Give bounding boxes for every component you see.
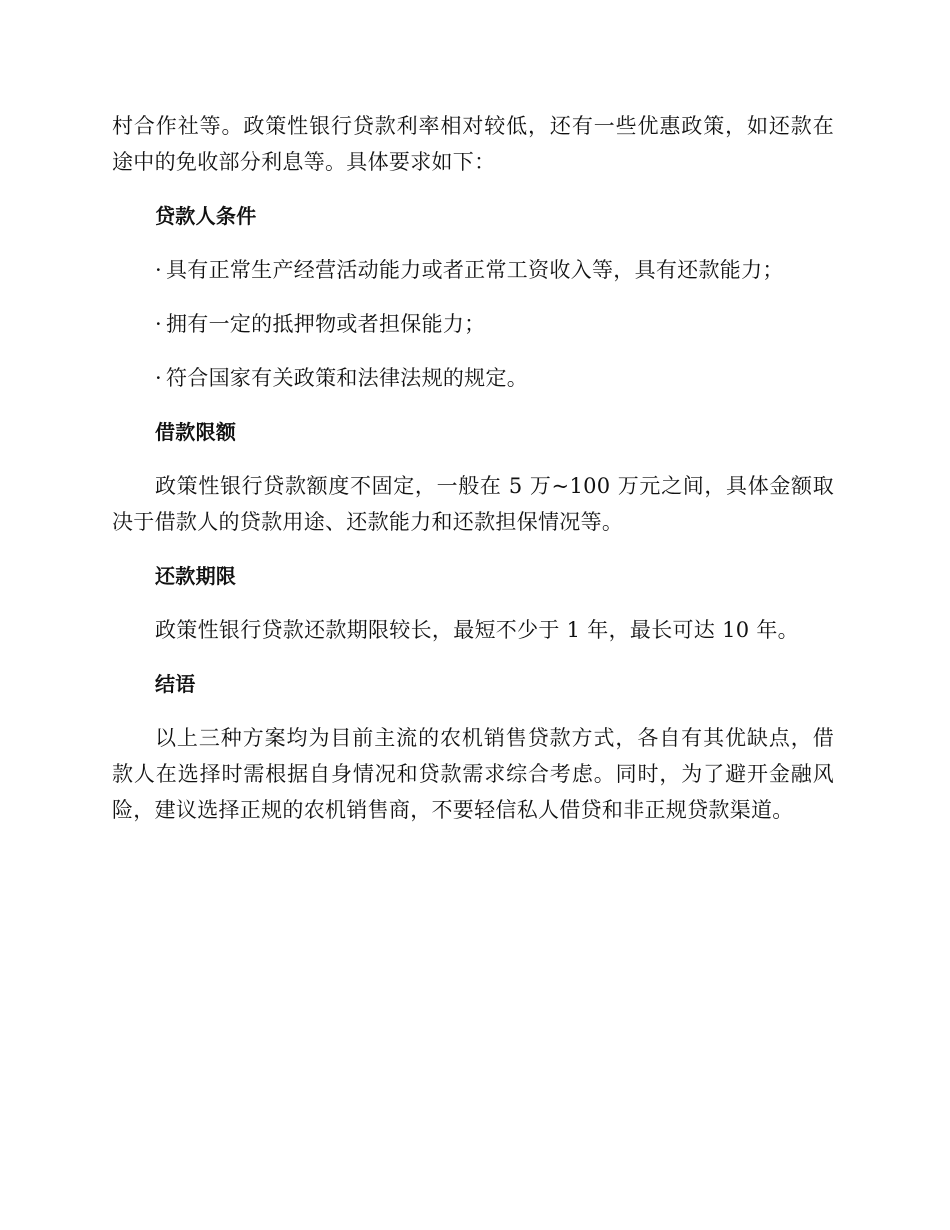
section-heading-conclusion: 结语 bbox=[155, 672, 196, 696]
section-heading-borrower-conditions: 贷款人条件 bbox=[155, 204, 257, 228]
document-body bbox=[112, 108, 834, 828]
bullet-dot-icon: · bbox=[155, 312, 162, 336]
section-heading-repayment-term: 还款期限 bbox=[155, 564, 237, 588]
section-paragraph-repayment-term: 政策性银行贷款还款期限较长，最短不少于 1 年，最长可达 10 年。 bbox=[155, 618, 799, 642]
bullet-item bbox=[112, 252, 834, 288]
bullet-text: 拥有一定的抵押物或者担保能力； bbox=[165, 312, 486, 336]
bullet-text: 符合国家有关政策和法律法规的规定。 bbox=[165, 366, 529, 390]
section-heading-loan-limit: 借款限额 bbox=[155, 420, 237, 444]
bullet-item bbox=[112, 306, 834, 342]
intro-paragraph: 村合作社等。政策性银行贷款利率相对较低，还有一些优惠政策，如还款在途中的免收部分利息等。具体要求如下： bbox=[112, 114, 834, 174]
section-paragraph-conclusion: 以上三种方案均为目前主流的农机销售贷款方式，各自有其优缺点，借款人在选择时需根据自身情况和贷款需求综合考虑。同时，为了避开金融风险，建议选择正规的农机销售商，不要轻信私人借贷和非正规贷款渠道。 bbox=[112, 726, 834, 822]
section-paragraph-loan-limit: 政策性银行贷款额度不固定，一般在 5 万~100 万元之间，具体金额取决于借款人的贷款用途、还款能力和还款担保情况等。 bbox=[112, 474, 834, 534]
bullet-dot-icon: · bbox=[155, 366, 162, 390]
bullet-dot-icon: · bbox=[155, 258, 162, 282]
bullet-item bbox=[112, 360, 834, 396]
bullet-text: 具有正常生产经营活动能力或者正常工资收入等，具有还款能力； bbox=[165, 258, 784, 282]
